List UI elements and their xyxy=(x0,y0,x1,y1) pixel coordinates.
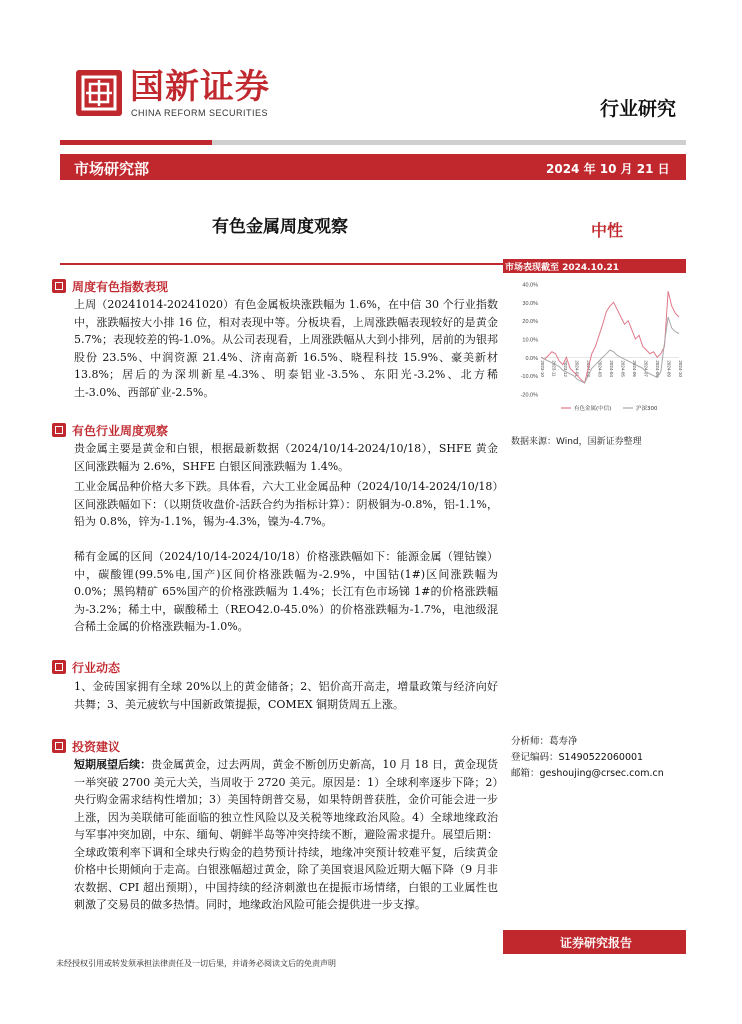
section-title: 行业动态 xyxy=(72,660,121,675)
footer-label: 证券研究报告 xyxy=(560,936,633,950)
section-icon xyxy=(52,423,66,437)
x-tick-label: 2023-11 xyxy=(551,360,557,377)
section-title: 有色行业周度观察 xyxy=(72,423,169,438)
y-tick-label: -20.0% xyxy=(520,392,538,399)
paragraph: 1、金砖国家拥有全球 20%以上的黄金储备；2、铝价高开高走，增量政策与经济向好共舞；3、美元疲软与中国新政策提振，COMEX 铜期货周五上涨。 xyxy=(74,680,498,711)
x-tick-label: 2024-09 xyxy=(666,360,672,377)
header-rule-accent xyxy=(60,140,212,145)
section-icon xyxy=(52,660,66,674)
logo-english: CHINA REFORM SECURITIES xyxy=(131,108,269,118)
paragraph xyxy=(74,756,498,914)
x-tick-label: 2024-04 xyxy=(609,360,614,377)
performance-chart xyxy=(503,276,686,418)
y-tick-label: 30.0% xyxy=(522,300,538,307)
x-tick-label: 2024-05 xyxy=(620,360,626,377)
x-tick-label: 2023-12 xyxy=(563,360,568,377)
y-tick-label: 10.0% xyxy=(522,337,538,344)
y-tick-label: 20.0% xyxy=(522,319,538,326)
x-tick-label: 2024-03 xyxy=(597,360,603,377)
report-type: 行业研究 xyxy=(600,98,677,120)
analyst-email[interactable]: 邮箱：geshoujing@crsec.com.cn xyxy=(511,768,664,779)
section-icon xyxy=(52,739,66,753)
legend-label: 有色金属(中信) xyxy=(574,406,612,412)
analyst-registration: 登记编码：S1490522060001 xyxy=(511,752,644,763)
section-header xyxy=(52,736,120,756)
lead-text: 短期展望后续： xyxy=(74,758,152,771)
paragraph: 工业金属品种价格大多下跌。具体看，六大工业金属品种（2024/10/14-2024/10/18）区间涨跌幅如下：（以期货收盘价-活跃合约为指标计算）：阴极铜为-0.8%，铝-1.1%，铅为 0.8%，锌为-1.1%，锡为-4.3%，镍为-4.7%。 xyxy=(74,480,498,528)
section-icon xyxy=(52,279,66,293)
x-tick-label: 2024-10 xyxy=(678,360,683,377)
rating: 中性 xyxy=(591,221,624,240)
y-tick-label: -10.0% xyxy=(520,374,538,381)
paragraph: 稀有金属的区间（2024/10/14-2024/10/18）价格涨跌幅如下：能源金属（锂钴镍）中，碳酸锂(99.5%电,国产)区间价格涨跌幅为-2.9%，中国钴(1#)区间涨跌幅为 0.0%；黑钨精矿 65%国产的价格涨跌幅为 1.4%；长江有色市场锑 1#的价格涨跌幅为-3.2%；稀土中，碳酸稀土（REO42.0-45.0%）的价格涨跌幅为-1.7%，电池级混合稀土金属的价格涨跌幅为-1.0%。 xyxy=(74,550,498,633)
section-header xyxy=(52,276,168,296)
department: 市场研究部 xyxy=(74,160,150,178)
x-tick-label: 2024-01 xyxy=(574,360,580,377)
y-tick-label: 40.0% xyxy=(522,282,538,289)
x-tick-label: 2024-08 xyxy=(655,360,660,377)
paragraph-body: 贵金属黄金，过去两周，黄金不断创历史新高，10 月 18 日，黄金现货一举突破 2700 美元大关，当周收于 2720 美元。原因是：1）全球利率逐步下降；2）央行购金需求结构性增加；3）美国特朗普交易，如果特朗普获胜，金价可能会进一步上涨，因为美联储可能面临的独立性风险以及关税等地缘政治风险。4）全球地缘政治与军事冲突加剧，中东、缅甸、朝鲜半岛等冲突持续不断，避险需求提升。展望后期：全球政策利率下调和全球央行购金的趋势预计持续，地缘冲突预计较难平复，后续黄金价格中长期倾向于走高。白银涨幅超过黄金，除了美国衰退风险近期大幅下降（9 月非农数据、CPI 超出预期），中国持续的经济刺激也在提振市场情绪，白银的工业属性也刺激了交易员的做多热情。同时，地缘政治风险可能会提供进一步支撑。 xyxy=(74,758,499,911)
paragraph: 贵金属主要是黄金和白银，根据最新数据（2024/10/14-2024/10/18），SHFE 黄金区间涨跌幅为 2.6%，SHFE 白银区间涨跌幅为 1.4%。 xyxy=(74,442,498,473)
x-tick-label: 2024-07 xyxy=(643,360,649,377)
paragraph: 上周（20241014-20241020）有色金属板块涨跌幅为 1.6%，在中信 30 个行业指数中，涨跌幅按大小排 16 位，相对表现中等。分板块看，上周涨跌幅表现较好的是黄金 5.7%；表现较差的钨-1.0%。从公司表现看，上周涨跌幅从大到小排列，居前的为银邦股份 23.5%、中润资源 21.4%、济南高新 16.5%、晓程科技 15.9%、豪美新材 13.8%；居后的为深圳新星-4.3%、明泰铝业-3.5%、东阳光-3.2%、北方稀土-3.0%、西部矿业-2.5%。 xyxy=(74,298,498,399)
chart-source: 数据来源：Wind，国新证券整理 xyxy=(511,437,642,447)
market-performance-title: 市场表现截至 2024.10.21 xyxy=(505,263,620,273)
section-title: 周度有色指数表现 xyxy=(72,279,169,294)
page-title: 有色金属周度观察 xyxy=(212,217,348,237)
section-header xyxy=(52,657,120,677)
x-tick-label: 2023-10 xyxy=(540,360,545,377)
logo-chinese: 国新证券 xyxy=(130,67,270,107)
section-title: 投资建议 xyxy=(72,739,121,754)
section-header xyxy=(52,420,168,440)
y-tick-label: 0.0% xyxy=(525,355,538,362)
x-tick-label: 2024-02 xyxy=(586,360,591,377)
legend-label: 沪深300 xyxy=(636,406,658,412)
disclaimer: 未经授权引用或转发须承担法律责任及一切后果，并请务必阅读文后的免责声明 xyxy=(56,959,336,968)
logo-mark xyxy=(76,70,122,116)
report-date: 2024 年 10 月 21 日 xyxy=(546,162,670,176)
analyst-name: 分析师：葛寿净 xyxy=(511,736,578,747)
x-tick-label: 2024-06 xyxy=(632,360,637,377)
